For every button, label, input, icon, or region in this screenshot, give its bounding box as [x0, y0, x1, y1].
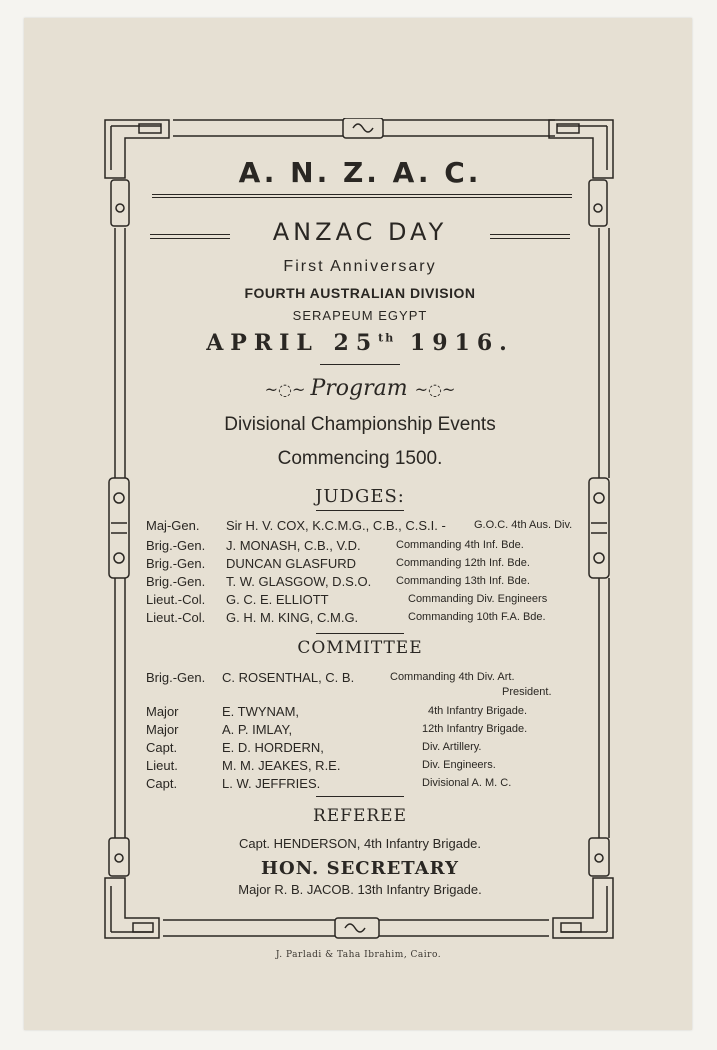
- org-title: A. N. Z. A. C.: [238, 156, 482, 189]
- president-rank: Brig.-Gen.: [146, 670, 206, 685]
- judge-role: Commanding Div. Engineers: [408, 593, 548, 605]
- referee-heading: REFEREE: [312, 806, 408, 826]
- swirl-right-icon: ~◌~: [414, 380, 456, 399]
- referee-name: Capt. HENDERSON, 4th Infantry Brigade.: [238, 836, 482, 851]
- judge-name: T. W. GLASGOW, D.S.O.: [226, 574, 372, 589]
- title-divider: [152, 194, 572, 198]
- committee-overline: [316, 633, 404, 634]
- member-unit: Div. Artillery.: [422, 741, 482, 753]
- secretary-name: Major R. B. JACOB. 13th Infantry Brigade.: [238, 882, 482, 897]
- program-heading: [140, 376, 580, 401]
- secretary-heading: HON. SECRETARY: [261, 858, 459, 879]
- member-unit: Div. Engineers.: [422, 759, 496, 771]
- judge-rank: Brig.-Gen.: [146, 538, 206, 553]
- judge-rank: Lieut.-Col.: [146, 610, 206, 625]
- judge-role: G.O.C. 4th Aus. Div.: [474, 519, 573, 531]
- president-role: Commanding 4th Div. Art.: [390, 671, 515, 683]
- member-name: E. TWYNAM,: [222, 704, 300, 719]
- judge-role: Commanding 13th Inf. Bde.: [396, 575, 530, 587]
- event-title: ANZAC DAY: [272, 218, 448, 246]
- member-unit: Divisional A. M. C.: [422, 777, 512, 789]
- judges-underline: [316, 510, 404, 511]
- date-main: APRIL 25: [206, 330, 379, 356]
- referee-overline: [316, 796, 404, 797]
- president-title: President.: [502, 686, 552, 698]
- member-rank: Capt.: [146, 776, 178, 791]
- member-name: E. D. HORDERN,: [222, 740, 324, 755]
- member-rank: Capt.: [146, 740, 178, 755]
- program-title: Program: [310, 376, 408, 401]
- member-name: L. W. JEFFRIES.: [222, 776, 321, 791]
- date-suffix: th: [378, 331, 396, 345]
- judge-name: G. H. M. KING, C.M.G.: [226, 610, 359, 625]
- program-line-2: Commencing 1500.: [277, 448, 443, 469]
- judge-role: Commanding 10th F.A. Bde.: [408, 611, 546, 623]
- judge-name: Sir H. V. COX, K.C.M.G., C.B., C.S.I. -: [226, 518, 446, 533]
- judge-role: Commanding 4th Inf. Bde.: [396, 539, 524, 551]
- member-name: A. P. IMLAY,: [222, 722, 293, 737]
- judge-rank: Maj-Gen.: [146, 518, 200, 533]
- committee-heading: COMMITTEE: [297, 638, 423, 658]
- division-name: FOURTH AUSTRALIAN DIVISION: [244, 285, 476, 301]
- program-line-1: Divisional Championship Events: [224, 414, 496, 435]
- member-rank: Major: [146, 722, 179, 737]
- member-rank: Lieut.: [146, 758, 178, 773]
- date-year: 1916.: [409, 330, 514, 356]
- judge-rank: Brig.-Gen.: [146, 574, 206, 589]
- president-name: C. ROSENTHAL, C. B.: [222, 670, 355, 685]
- member-name: M. M. JEAKES, R.E.: [222, 758, 341, 773]
- right-double-rule: [490, 234, 570, 235]
- subtitle: First Anniversary: [283, 258, 437, 275]
- member-unit: 12th Infantry Brigade.: [422, 723, 528, 735]
- judge-role: Commanding 12th Inf. Bde.: [396, 557, 530, 569]
- judge-name: J. MONASH, C.B., V.D.: [226, 538, 361, 553]
- member-rank: Major: [146, 704, 179, 719]
- printer-imprint: J. Parladi & Taha Ibrahim, Cairo.: [275, 950, 442, 960]
- swirl-left-icon: ~◌~: [264, 380, 311, 399]
- location: SERAPEUM EGYPT: [292, 308, 428, 323]
- judges-heading: JUDGES:: [315, 486, 405, 507]
- event-date: [140, 330, 580, 356]
- judge-rank: Lieut.-Col.: [146, 592, 206, 607]
- judge-name: DUNCAN GLASFURD: [226, 556, 357, 571]
- date-underline: [320, 364, 400, 365]
- member-unit: 4th Infantry Brigade.: [428, 705, 528, 717]
- judge-name: G. C. E. ELLIOTT: [226, 592, 329, 607]
- judge-rank: Brig.-Gen.: [146, 556, 206, 571]
